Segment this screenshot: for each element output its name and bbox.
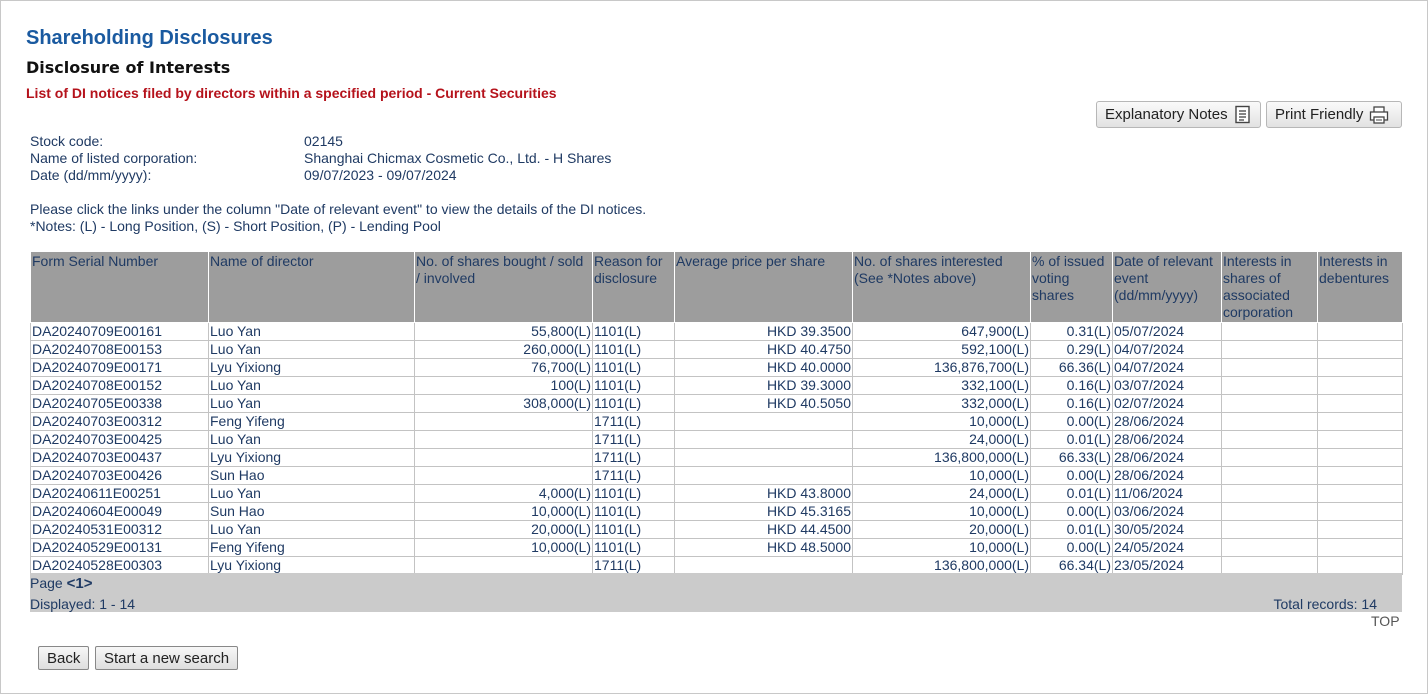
cell-pct-issued: 66.34(L) [1031, 557, 1113, 575]
col-header-reason: Reason for disclosure [593, 252, 675, 323]
table-row [31, 449, 1403, 467]
cell-director: Luo Yan [209, 377, 415, 395]
cell-shares-interested: 647,900(L) [853, 323, 1031, 341]
cell-director: Sun Hao [209, 503, 415, 521]
cell-shares-interested: 10,000(L) [853, 413, 1031, 431]
cell-avg-price: HKD 40.5050 [675, 395, 853, 413]
page-title: Shareholding Disclosures [26, 27, 273, 49]
col-header-director: Name of director [209, 252, 415, 323]
cell-assoc-interests [1222, 431, 1318, 449]
col-header-assoc-interests: Interests in shares of associated corporation [1222, 252, 1318, 323]
cell-pct-issued: 0.31(L) [1031, 323, 1113, 341]
cell-shares-involved [415, 467, 593, 485]
cell-reason: 1101(L) [593, 485, 675, 503]
cell-assoc-interests [1222, 395, 1318, 413]
cell-avg-price: HKD 39.3500 [675, 323, 853, 341]
cell-reason: 1711(L) [593, 431, 675, 449]
cell-avg-price: HKD 48.5000 [675, 539, 853, 557]
cell-debentures [1318, 323, 1403, 341]
cell-avg-price [675, 431, 853, 449]
table-row [31, 467, 1403, 485]
table-row [31, 395, 1403, 413]
cell-director: Lyu Yixiong [209, 449, 415, 467]
cell-event-date[interactable]: 03/07/2024 [1113, 377, 1222, 395]
cell-shares-interested: 332,100(L) [853, 377, 1031, 395]
cell-director: Luo Yan [209, 521, 415, 539]
explanatory-notes-label: Explanatory Notes [1105, 106, 1228, 123]
cell-pct-issued: 66.33(L) [1031, 449, 1113, 467]
table-row [31, 413, 1403, 431]
cell-shares-interested: 332,000(L) [853, 395, 1031, 413]
stock-code-label: Stock code: [30, 133, 104, 149]
cell-shares-interested: 592,100(L) [853, 341, 1031, 359]
cell-assoc-interests [1222, 449, 1318, 467]
cell-assoc-interests [1222, 377, 1318, 395]
cell-shares-interested: 136,800,000(L) [853, 557, 1031, 575]
cell-reason: 1101(L) [593, 503, 675, 521]
new-search-button[interactable]: Start a new search [95, 646, 238, 670]
table-row [31, 485, 1403, 503]
cell-serial: DA20240703E00312 [31, 413, 209, 431]
cell-director: Luo Yan [209, 323, 415, 341]
cell-reason: 1101(L) [593, 521, 675, 539]
cell-serial: DA20240708E00152 [31, 377, 209, 395]
cell-event-date[interactable]: 23/05/2024 [1113, 557, 1222, 575]
cell-pct-issued: 0.01(L) [1031, 485, 1113, 503]
table-row [31, 377, 1403, 395]
explanatory-notes-button[interactable] [1096, 101, 1261, 128]
table-row [31, 359, 1403, 377]
cell-avg-price [675, 557, 853, 575]
cell-reason: 1711(L) [593, 413, 675, 431]
cell-debentures [1318, 449, 1403, 467]
cell-event-date[interactable]: 03/06/2024 [1113, 503, 1222, 521]
notes-legend: *Notes: (L) - Long Position, (S) - Short Position, (P) - Lending Pool [30, 218, 441, 234]
cell-shares-interested: 20,000(L) [853, 521, 1031, 539]
cell-assoc-interests [1222, 323, 1318, 341]
cell-assoc-interests [1222, 557, 1318, 575]
cell-shares-interested: 136,876,700(L) [853, 359, 1031, 377]
cell-serial: DA20240528E00303 [31, 557, 209, 575]
cell-shares-involved: 55,800(L) [415, 323, 593, 341]
back-button[interactable]: Back [38, 646, 89, 670]
col-header-debentures: Interests in debentures [1318, 252, 1403, 323]
pagination-bar [30, 573, 1402, 612]
cell-shares-involved: 4,000(L) [415, 485, 593, 503]
cell-avg-price: HKD 39.3000 [675, 377, 853, 395]
cell-serial: DA20240531E00312 [31, 521, 209, 539]
stock-info [30, 133, 611, 184]
cell-serial: DA20240611E00251 [31, 485, 209, 503]
cell-debentures [1318, 467, 1403, 485]
page-nav-link[interactable]: <1> [66, 575, 93, 592]
cell-event-date[interactable]: 28/06/2024 [1113, 413, 1222, 431]
table-row [31, 557, 1403, 575]
cell-event-date[interactable]: 24/05/2024 [1113, 539, 1222, 557]
cell-assoc-interests [1222, 341, 1318, 359]
cell-pct-issued: 0.00(L) [1031, 539, 1113, 557]
total-records: Total records: 14 [1273, 596, 1377, 612]
cell-shares-interested: 24,000(L) [853, 485, 1031, 503]
cell-director: Luo Yan [209, 395, 415, 413]
cell-event-date[interactable]: 28/06/2024 [1113, 449, 1222, 467]
table-row [31, 431, 1403, 449]
cell-serial: DA20240703E00426 [31, 467, 209, 485]
col-header-avg-price: Average price per share [675, 252, 853, 323]
cell-director: Sun Hao [209, 467, 415, 485]
cell-debentures [1318, 485, 1403, 503]
cell-event-date[interactable]: 28/06/2024 [1113, 467, 1222, 485]
cell-pct-issued: 0.00(L) [1031, 467, 1113, 485]
cell-assoc-interests [1222, 413, 1318, 431]
col-header-pct-issued: % of issued voting shares [1031, 252, 1113, 323]
cell-shares-interested: 136,800,000(L) [853, 449, 1031, 467]
table-row [31, 521, 1403, 539]
cell-director: Feng Yifeng [209, 539, 415, 557]
cell-debentures [1318, 359, 1403, 377]
cell-shares-involved: 10,000(L) [415, 539, 593, 557]
cell-shares-involved: 76,700(L) [415, 359, 593, 377]
cell-debentures [1318, 431, 1403, 449]
cell-event-date[interactable]: 04/07/2024 [1113, 359, 1222, 377]
page-indicator [30, 575, 92, 592]
cell-director: Luo Yan [209, 341, 415, 359]
cell-assoc-interests [1222, 503, 1318, 521]
list-title: List of DI notices filed by directors within a specified period - Current Securities [26, 85, 557, 101]
table-row [31, 341, 1403, 359]
cell-pct-issued: 0.16(L) [1031, 377, 1113, 395]
cell-shares-interested: 10,000(L) [853, 503, 1031, 521]
cell-serial: DA20240709E00171 [31, 359, 209, 377]
cell-debentures [1318, 413, 1403, 431]
cell-assoc-interests [1222, 521, 1318, 539]
cell-reason: 1101(L) [593, 323, 675, 341]
cell-pct-issued: 0.00(L) [1031, 503, 1113, 521]
cell-assoc-interests [1222, 467, 1318, 485]
cell-serial: DA20240709E00161 [31, 323, 209, 341]
cell-pct-issued: 0.00(L) [1031, 413, 1113, 431]
cell-event-date[interactable]: 30/05/2024 [1113, 521, 1222, 539]
cell-reason: 1101(L) [593, 539, 675, 557]
col-header-shares-involved: No. of shares bought / sold / involved [415, 252, 593, 323]
cell-avg-price [675, 413, 853, 431]
cell-event-date[interactable]: 11/06/2024 [1113, 485, 1222, 503]
cell-shares-involved: 308,000(L) [415, 395, 593, 413]
cell-event-date[interactable]: 28/06/2024 [1113, 431, 1222, 449]
cell-reason: 1101(L) [593, 359, 675, 377]
cell-shares-involved: 100(L) [415, 377, 593, 395]
cell-director: Lyu Yixiong [209, 359, 415, 377]
table-row [31, 503, 1403, 521]
cell-avg-price: HKD 43.8000 [675, 485, 853, 503]
displayed-count: Displayed: 1 - 14 [30, 596, 136, 612]
di-notices-table [30, 251, 1403, 575]
cell-director: Luo Yan [209, 431, 415, 449]
cell-reason: 1711(L) [593, 467, 675, 485]
cell-serial: DA20240708E00153 [31, 341, 209, 359]
cell-director: Feng Yifeng [209, 413, 415, 431]
notes-block [30, 201, 646, 235]
cell-pct-issued: 0.01(L) [1031, 431, 1113, 449]
print-friendly-label: Print Friendly [1275, 106, 1364, 123]
cell-reason: 1101(L) [593, 395, 675, 413]
page-label: Page [30, 575, 63, 591]
cell-avg-price [675, 467, 853, 485]
cell-director: Luo Yan [209, 485, 415, 503]
cell-serial: DA20240703E00425 [31, 431, 209, 449]
cell-reason: 1711(L) [593, 557, 675, 575]
cell-serial: DA20240705E00338 [31, 395, 209, 413]
page-subtitle: Disclosure of Interests [26, 58, 231, 77]
cell-shares-involved [415, 413, 593, 431]
cell-assoc-interests [1222, 539, 1318, 557]
col-header-event-date: Date of relevant event (dd/mm/yyyy) [1113, 252, 1222, 323]
cell-serial: DA20240529E00131 [31, 539, 209, 557]
cell-shares-involved [415, 431, 593, 449]
table-row [31, 539, 1403, 557]
cell-shares-interested: 10,000(L) [853, 467, 1031, 485]
cell-debentures [1318, 539, 1403, 557]
cell-pct-issued: 0.16(L) [1031, 395, 1113, 413]
notes-icon [1234, 105, 1251, 124]
table-header-row [31, 252, 1403, 323]
cell-avg-price: HKD 40.4750 [675, 341, 853, 359]
cell-shares-involved [415, 449, 593, 467]
col-header-shares-interested: No. of shares interested (See *Notes above) [853, 252, 1031, 323]
cell-pct-issued: 0.29(L) [1031, 341, 1113, 359]
cell-reason: 1101(L) [593, 377, 675, 395]
cell-debentures [1318, 503, 1403, 521]
cell-serial: DA20240604E00049 [31, 503, 209, 521]
date-range-value: 09/07/2023 - 09/07/2024 [304, 167, 457, 183]
print-friendly-button[interactable] [1266, 101, 1402, 128]
cell-pct-issued: 0.01(L) [1031, 521, 1113, 539]
cell-avg-price [675, 449, 853, 467]
corp-name-value: Shanghai Chicmax Cosmetic Co., Ltd. - H Shares [304, 150, 612, 166]
cell-serial: DA20240703E00437 [31, 449, 209, 467]
col-header-serial: Form Serial Number [31, 252, 209, 323]
cell-shares-involved [415, 557, 593, 575]
cell-shares-interested: 10,000(L) [853, 539, 1031, 557]
cell-avg-price: HKD 45.3165 [675, 503, 853, 521]
cell-debentures [1318, 377, 1403, 395]
cell-shares-involved: 10,000(L) [415, 503, 593, 521]
cell-pct-issued: 66.36(L) [1031, 359, 1113, 377]
cell-shares-interested: 24,000(L) [853, 431, 1031, 449]
cell-debentures [1318, 395, 1403, 413]
cell-shares-involved: 260,000(L) [415, 341, 593, 359]
cell-debentures [1318, 341, 1403, 359]
table-row [31, 323, 1403, 341]
cell-avg-price: HKD 44.4500 [675, 521, 853, 539]
stock-code-value: 02145 [304, 133, 343, 149]
cell-debentures [1318, 521, 1403, 539]
cell-reason: 1711(L) [593, 449, 675, 467]
top-link[interactable]: TOP [1371, 613, 1400, 629]
cell-assoc-interests [1222, 485, 1318, 503]
cell-event-date[interactable]: 02/07/2024 [1113, 395, 1222, 413]
date-label: Date (dd/mm/yyyy): [30, 167, 152, 183]
cell-debentures [1318, 557, 1403, 575]
cell-event-date[interactable]: 05/07/2024 [1113, 323, 1222, 341]
printer-icon [1369, 106, 1389, 124]
corp-name-label: Name of listed corporation: [30, 150, 198, 166]
cell-avg-price: HKD 40.0000 [675, 359, 853, 377]
cell-reason: 1101(L) [593, 341, 675, 359]
cell-director: Lyu Yixiong [209, 557, 415, 575]
notes-instruction: Please click the links under the column "Date of relevant event" to view the details of the DI notices. [30, 201, 647, 217]
cell-shares-involved: 20,000(L) [415, 521, 593, 539]
cell-event-date[interactable]: 04/07/2024 [1113, 341, 1222, 359]
cell-assoc-interests [1222, 359, 1318, 377]
